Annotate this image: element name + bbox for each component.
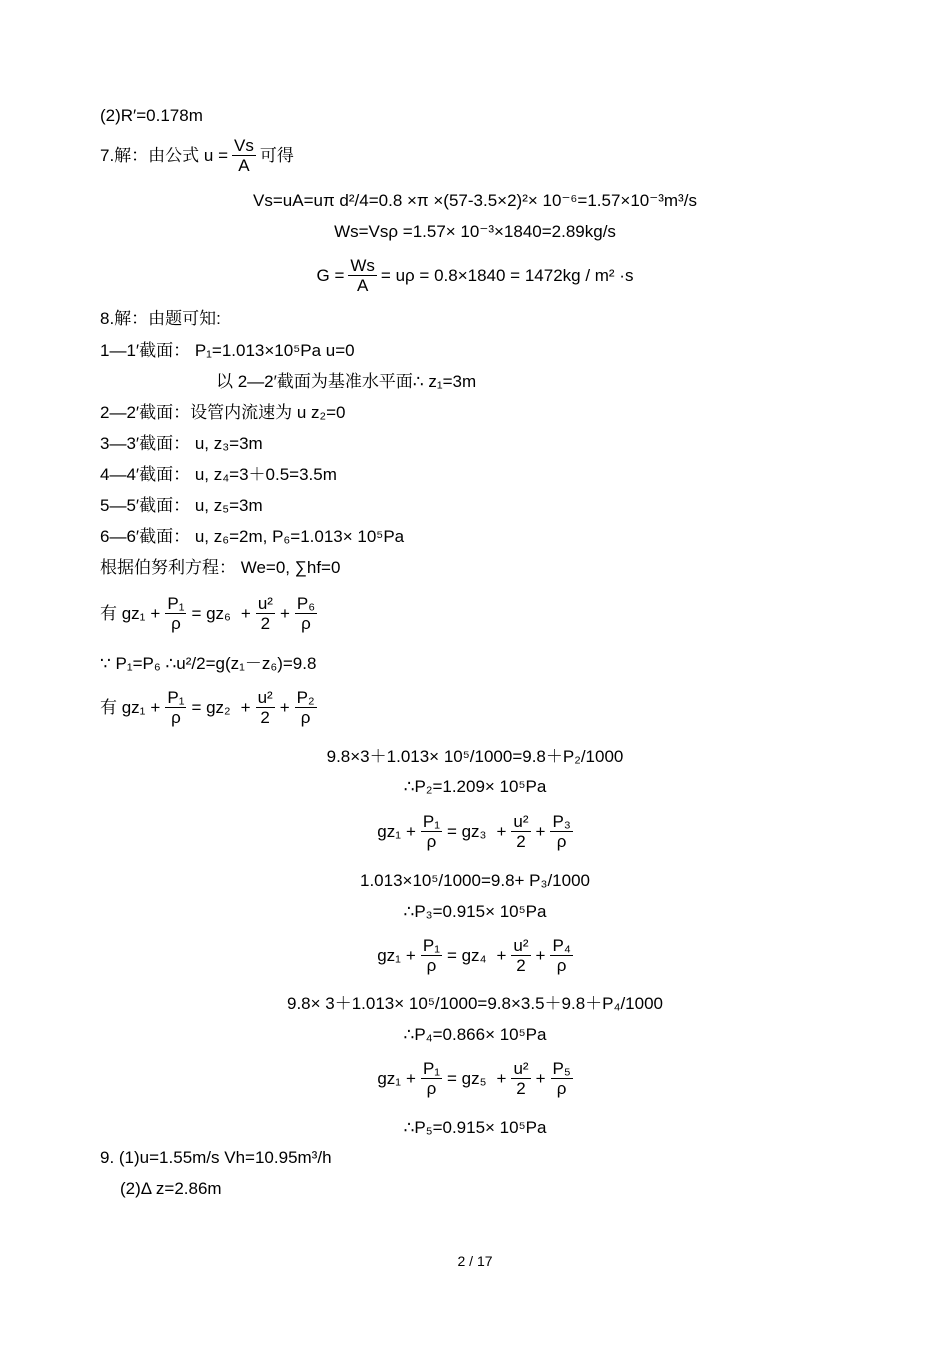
section-5: 5—5′截面： u, z₅=3m: [100, 496, 263, 515]
bernoulli-eq-1-5: gz₁ + $\frac{\text{P₁}}{\rho}$ = gz₅ + $\frac{\text{u²}}{2}$ + $\frac{\text{P₅}}{\rho}$: [377, 1059, 571, 1098]
bernoulli-eq-1-4: gz₁ + $\frac{\text{P₁}}{\rho}$ = gz₄ + $\frac{\text{u²}}{2}$ + $\frac{\text{P₄}}{\rho}$: [377, 936, 571, 975]
bernoulli-eq-1-6: 有 gz₁ + $\frac{\text{P₁}}{\rho}$ = gz₆ + $\frac{\text{u²}}{2}$ + $\frac{\text{P₆}}{\rho}$: [100, 594, 316, 633]
eq-vs: Vs=uA=uπ d²/4=0.8 ×π ×(57-3.5×2)²× 10⁻⁶=1.57×10⁻³m³/s: [253, 191, 697, 210]
eq-p2-calc: 9.8×3＋1.013× 10⁵/1000=9.8＋P₂/1000: [326, 747, 624, 766]
section-1: 1—1′截面： P₁=1.013×10⁵Pa u=0: [100, 341, 355, 360]
bernoulli-note: 根据伯努利方程： We=0, ∑hf=0: [100, 558, 341, 577]
bernoulli-eq-1-3: gz₁ + $\frac{\text{P₁}}{\rho}$ = gz₃ + $\frac{\text{u²}}{2}$ + $\frac{\text{P₃}}{\rho}$: [377, 812, 571, 851]
velocity-result: ∵ P₁=P₆ ∴u²/2=g(z₁－z₆)=9.8: [100, 654, 317, 673]
text-post: 可得: [259, 145, 294, 165]
eq-p3-result: ∴P₃=0.915× 10⁵Pa: [403, 902, 547, 921]
section-6: 6—6′截面： u, z₆=2m, P₆=1.013× 10⁵Pa: [100, 527, 405, 546]
eq-p3-calc: 1.013×10⁵/1000=9.8+ P₃/1000: [360, 871, 590, 890]
answer-7-intro: [100, 136, 294, 175]
datum-note: 以 2—2′截面为基准水平面∴ z₁=3m: [216, 372, 477, 391]
eq-p4-result: ∴P₄=0.866× 10⁵Pa: [403, 1025, 547, 1044]
eq-p4-calc: 9.8× 3＋1.013× 10⁵/1000=9.8×3.5＋9.8＋P₄/1000: [286, 994, 663, 1013]
page-number: 2 / 17: [457, 1253, 493, 1269]
section-2: 2—2′截面：设管内流速为 u z₂=0: [100, 403, 346, 422]
answer-6-part2: (2)R′=0.178m: [100, 106, 203, 125]
bernoulli-eq-1-2: 有 gz₁ + $\frac{\text{P₁}}{\rho}$ = gz₂ + $\frac{\text{u²}}{2}$ + $\frac{\text{P₂}}{\rho}$: [100, 688, 315, 727]
fraction-vs-a: $\frac{Vs}{A}$: [234, 136, 254, 175]
answer-9-part2: (2)Δ z=2.86m: [120, 1179, 222, 1198]
answer-9-part1: 9. (1)u=1.55m/s Vh=10.95m³/h: [100, 1148, 332, 1167]
text-pre: 7.解：由公式 u =: [100, 145, 229, 165]
eq-p2-result: ∴P₂=1.209× 10⁵Pa: [403, 777, 547, 796]
eq-g: G = $\frac{Ws}{A}$ = uρ = 0.8×1840 = 1472kg / m² ·s: [316, 256, 634, 295]
section-3: 3—3′截面： u, z₃=3m: [100, 434, 263, 453]
section-4: 4—4′截面： u, z₄=3＋0.5=3.5m: [100, 465, 337, 484]
eq-p5-result: ∴P₅=0.915× 10⁵Pa: [403, 1118, 547, 1137]
answer-8-intro: 8.解：由题可知:: [100, 309, 221, 328]
fraction-ws-a: $\frac{Ws}{A}$: [350, 256, 375, 295]
eq-ws: Ws=Vsρ =1.57× 10⁻³×1840=2.89kg/s: [334, 222, 616, 241]
